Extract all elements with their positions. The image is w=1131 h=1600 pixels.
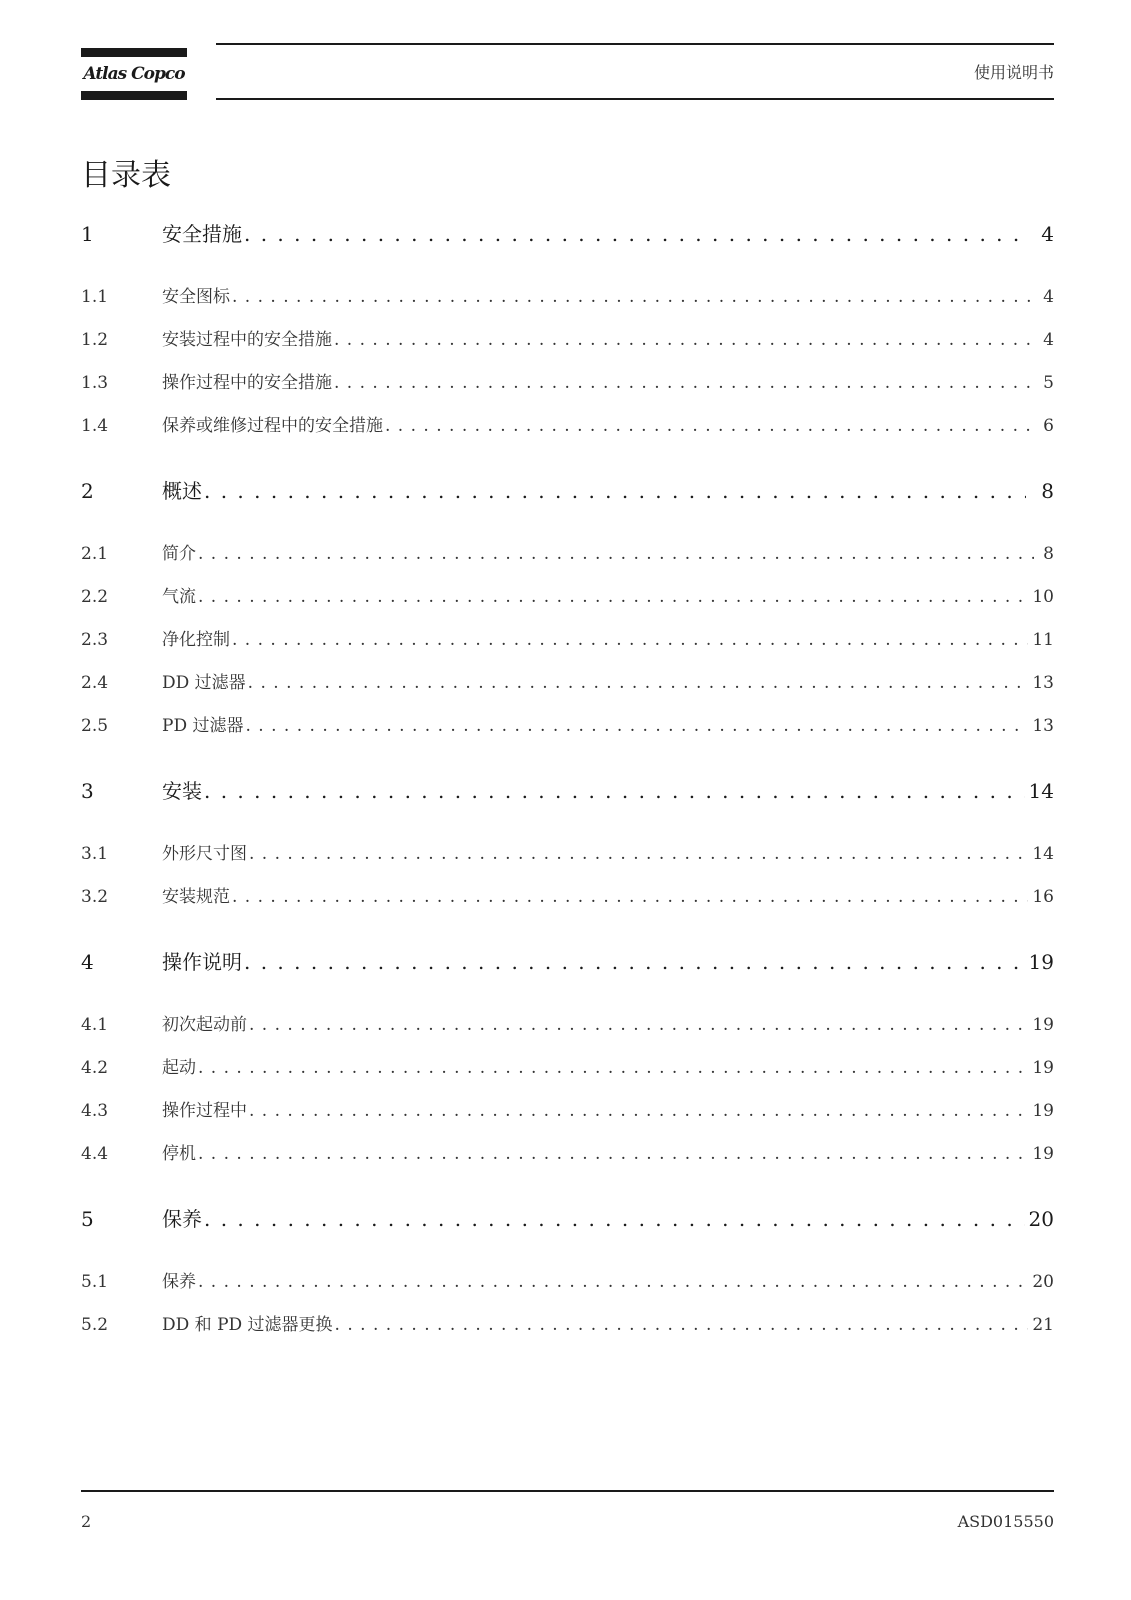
- toc-dot-leader: [385, 416, 1034, 436]
- toc-entry-page: 6: [1043, 416, 1054, 436]
- toc-entry-page: 8: [1043, 544, 1054, 564]
- toc-entry-page: 13: [1032, 673, 1054, 693]
- toc-entry-page: 19: [1032, 1015, 1054, 1035]
- document-type: 使用说明书: [973, 63, 1054, 82]
- toc-section-entry[interactable]: [81, 839, 1054, 865]
- toc-entry-number: 1.2: [81, 330, 109, 350]
- toc-section-entry[interactable]: [81, 1139, 1054, 1165]
- toc-section-entry[interactable]: [81, 582, 1054, 608]
- toc-entry-title: 操作过程中的安全措施: [162, 373, 332, 393]
- toc-entry-page: 4: [1043, 330, 1054, 350]
- toc-section-entry[interactable]: [81, 625, 1054, 651]
- toc-dot-leader: [204, 1207, 1025, 1231]
- toc-entry-number: 4.1: [81, 1015, 109, 1035]
- logo-bar-top: [81, 48, 187, 57]
- footer-document-code: ASD015550: [957, 1512, 1054, 1531]
- toc-dot-leader: [249, 1101, 1028, 1121]
- toc-entry-title: 起动: [162, 1058, 196, 1078]
- toc-entry-number: 5.1: [81, 1272, 109, 1292]
- toc-dot-leader: [334, 373, 1034, 393]
- toc-entry-number: 1.4: [81, 416, 109, 436]
- toc-entry-number: 2: [81, 479, 94, 503]
- toc-chapter-entry[interactable]: [81, 775, 1054, 801]
- toc-entry-title: 净化控制: [162, 630, 230, 650]
- toc-entry-page: 19: [1028, 950, 1054, 974]
- toc-section-entry[interactable]: [81, 539, 1054, 565]
- toc-entry-number: 1.3: [81, 373, 109, 393]
- toc-dot-leader: [232, 887, 1028, 907]
- toc-entry-page: 16: [1032, 887, 1054, 907]
- toc-entry-title: 保养: [162, 1207, 202, 1231]
- toc-entry-page: 13: [1032, 716, 1054, 736]
- toc-chapter-entry[interactable]: [81, 946, 1054, 972]
- toc-entry-page: 20: [1028, 1207, 1054, 1231]
- toc-section-entry[interactable]: [81, 411, 1054, 437]
- toc-entry-number: 3.2: [81, 887, 109, 907]
- toc-dot-leader: [244, 950, 1025, 974]
- toc-entry-title: 安装规范: [162, 887, 230, 907]
- toc-entry-number: 3.1: [81, 844, 109, 864]
- toc-entry-title: 外形尺寸图: [162, 844, 247, 864]
- toc-entry-number: 2.3: [81, 630, 109, 650]
- toc-dot-leader: [334, 330, 1034, 350]
- toc-chapter-entry[interactable]: [81, 218, 1054, 244]
- toc-entry-page: 10: [1032, 587, 1054, 607]
- toc-entry-title: PD 过滤器: [162, 716, 244, 736]
- toc-entry-title: DD 和 PD 过滤器更换: [162, 1315, 333, 1335]
- page-title: 目录表: [81, 158, 171, 193]
- toc-entry-title: 概述: [162, 479, 202, 503]
- toc-section-entry[interactable]: [81, 1267, 1054, 1293]
- toc-entry-title: 保养或维修过程中的安全措施: [162, 416, 383, 436]
- toc-dot-leader: [232, 630, 1028, 650]
- toc-entry-page: 4: [1041, 222, 1054, 246]
- toc-section-entry[interactable]: [81, 882, 1054, 908]
- toc-entry-title: 安全措施: [162, 222, 242, 246]
- toc-entry-page: 19: [1032, 1101, 1054, 1121]
- toc-dot-leader: [335, 1315, 1029, 1335]
- toc-dot-leader: [244, 222, 1026, 246]
- toc-entry-number: 3: [81, 779, 94, 803]
- toc-entry-page: 5: [1043, 373, 1054, 393]
- toc-section-entry[interactable]: [81, 1053, 1054, 1079]
- toc-entry-title: 初次起动前: [162, 1015, 247, 1035]
- toc-entry-page: 21: [1032, 1315, 1054, 1335]
- toc-entry-number: 4.4: [81, 1144, 109, 1164]
- toc-entry-number: 5: [81, 1207, 94, 1231]
- toc-entry-page: 20: [1032, 1272, 1054, 1292]
- toc-entry-number: 2.1: [81, 544, 109, 564]
- toc-entry-title: 气流: [162, 587, 196, 607]
- toc-entry-number: 1.1: [81, 287, 109, 307]
- toc-entry-title: 简介: [162, 544, 196, 564]
- toc-dot-leader: [198, 587, 1028, 607]
- toc-dot-leader: [198, 1058, 1028, 1078]
- toc-entry-title: 操作说明: [162, 950, 242, 974]
- toc-entry-page: 8: [1041, 479, 1054, 503]
- toc-entry-page: 11: [1032, 630, 1054, 650]
- toc-entry-title: 安装过程中的安全措施: [162, 330, 332, 350]
- toc-entry-title: 停机: [162, 1144, 196, 1164]
- toc-dot-leader: [204, 779, 1025, 803]
- toc-entry-number: 4.2: [81, 1058, 109, 1078]
- toc-entry-number: 2.4: [81, 673, 109, 693]
- atlas-copco-logo: [81, 48, 187, 100]
- toc-dot-leader: [232, 287, 1034, 307]
- toc-entry-number: 2.2: [81, 587, 109, 607]
- toc-section-entry[interactable]: [81, 1310, 1054, 1336]
- toc-entry-page: 14: [1032, 844, 1054, 864]
- toc-entry-page: 19: [1032, 1144, 1054, 1164]
- toc-entry-title: 安全图标: [162, 287, 230, 307]
- toc-section-entry[interactable]: [81, 282, 1054, 308]
- toc-entry-page: 4: [1043, 287, 1054, 307]
- toc-chapter-entry[interactable]: [81, 1203, 1054, 1229]
- toc-dot-leader: [198, 1144, 1028, 1164]
- toc-section-entry[interactable]: [81, 325, 1054, 351]
- toc-entry-title: 操作过程中: [162, 1101, 247, 1121]
- toc-entry-number: 4: [81, 950, 94, 974]
- footer-rule: [81, 1490, 1054, 1492]
- toc-entry-page: 19: [1032, 1058, 1054, 1078]
- toc-dot-leader: [198, 544, 1034, 564]
- footer-page-number: 2: [81, 1512, 92, 1531]
- toc-entry-number: 5.2: [81, 1315, 109, 1335]
- toc-dot-leader: [198, 1272, 1028, 1292]
- toc-dot-leader: [204, 479, 1026, 503]
- toc-entry-page: 14: [1028, 779, 1054, 803]
- logo-bar-bottom: [81, 91, 187, 100]
- toc-entry-number: 2.5: [81, 716, 109, 736]
- toc-dot-leader: [249, 1015, 1028, 1035]
- toc-entry-number: 1: [81, 222, 94, 246]
- toc-entry-title: 保养: [162, 1272, 196, 1292]
- toc-chapter-entry[interactable]: [81, 475, 1054, 501]
- header-rule-top: [216, 43, 1054, 45]
- toc-entry-title: 安装: [162, 779, 202, 803]
- toc-section-entry[interactable]: [81, 711, 1054, 737]
- logo-text: Atlas Copco: [83, 64, 185, 84]
- toc-section-entry[interactable]: [81, 1096, 1054, 1122]
- toc-section-entry[interactable]: [81, 368, 1054, 394]
- toc-dot-leader: [249, 844, 1028, 864]
- toc-dot-leader: [248, 673, 1029, 693]
- toc-entry-title: DD 过滤器: [162, 673, 246, 693]
- header-rule-bottom: [216, 98, 1054, 100]
- toc-dot-leader: [245, 716, 1028, 736]
- toc-section-entry[interactable]: [81, 1010, 1054, 1036]
- toc-entry-number: 4.3: [81, 1101, 109, 1121]
- toc-section-entry[interactable]: [81, 668, 1054, 694]
